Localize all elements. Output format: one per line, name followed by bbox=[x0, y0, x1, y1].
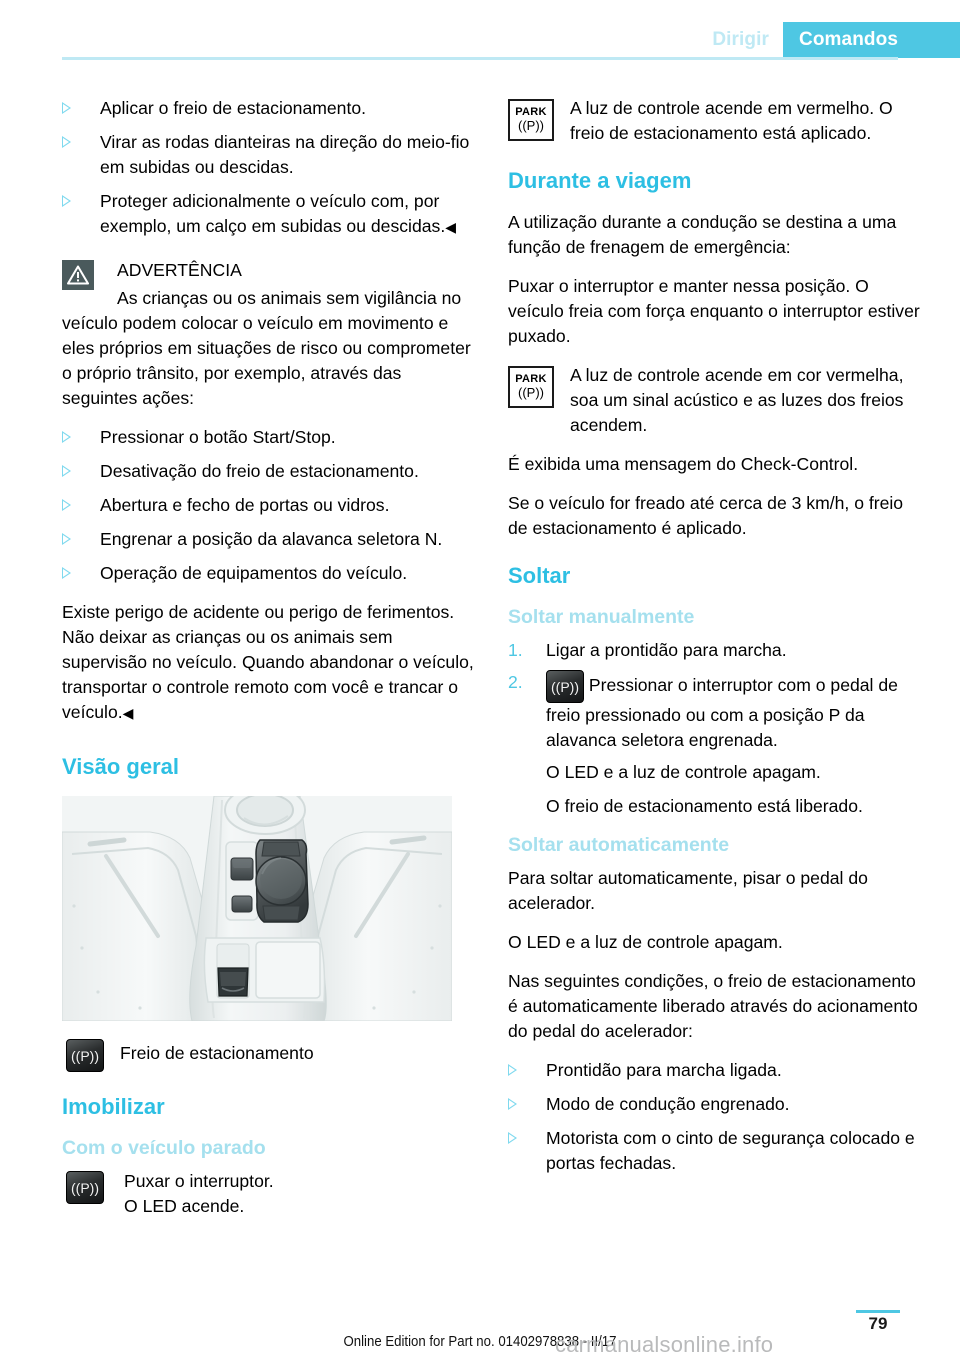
warning-title: ADVERTÊNCIA bbox=[117, 260, 242, 280]
list-item bbox=[508, 1092, 920, 1117]
list-item-text: Virar as rodas dianteiras na direção do meio-fio em subidas ou descidas. bbox=[100, 132, 470, 177]
park-indicator-icon bbox=[508, 366, 554, 408]
heading-durante-a-viagem: Durante a viagem bbox=[508, 168, 692, 193]
list-item bbox=[62, 425, 474, 450]
tab-dirigir[interactable]: Dirigir bbox=[698, 22, 783, 58]
footer-divider bbox=[856, 1310, 900, 1313]
right-column bbox=[508, 96, 920, 1190]
header-tabs bbox=[698, 22, 960, 58]
list-item-text: Modo de condução engrenado. bbox=[546, 1094, 790, 1114]
page-number: 79 bbox=[868, 1314, 888, 1333]
end-marker: ◀ bbox=[445, 219, 456, 235]
park-note-row-2 bbox=[508, 363, 920, 438]
triangle-bullet-icon bbox=[62, 567, 71, 579]
list-item bbox=[508, 1058, 920, 1083]
step-text: Ligar a prontidão para marcha. bbox=[546, 640, 787, 660]
list-item-text: Proteger adicionalmente o veículo com, por exemplo, um calço em subidas ou descidas. bbox=[100, 191, 446, 236]
list-item-text: Motorista com o cinto de segurança colocado e portas fechadas. bbox=[546, 1128, 915, 1173]
soltar-steps bbox=[508, 638, 920, 753]
triangle-bullet-icon bbox=[62, 499, 71, 511]
warning-intro-text: As crianças ou os animais sem vigilância no veículo podem colocar o veículo em movimento e eles próprios em situações de risco ou comprometer o próprio trânsito, por exemplo, através das seguintes ações: bbox=[62, 288, 471, 408]
heading-soltar: Soltar bbox=[508, 563, 571, 588]
header-divider bbox=[62, 57, 898, 60]
parking-brake-symbol: ((P)) bbox=[71, 1179, 99, 1196]
triangle-bullet-icon bbox=[62, 195, 71, 207]
triangle-bullet-icon bbox=[62, 465, 71, 477]
list-item-text: Engrenar a posição da alavanca seletora N. bbox=[100, 529, 443, 549]
parking-brake-icon bbox=[66, 1039, 104, 1072]
warning-block bbox=[62, 258, 474, 411]
list-item-text: Prontidão para marcha ligada. bbox=[546, 1060, 782, 1080]
list-item bbox=[508, 638, 920, 663]
list-item bbox=[62, 561, 474, 586]
list-item-text: Pressionar o botão Start/Stop. bbox=[100, 427, 336, 447]
durante-paragraph-3: É exibida uma mensagem do Check-Control. bbox=[508, 454, 859, 474]
triangle-bullet-icon bbox=[62, 102, 71, 114]
park-icon-symbol: ((P)) bbox=[518, 118, 544, 133]
list-item-text: Desativação do freio de estacionamento. bbox=[100, 461, 419, 481]
list-item bbox=[62, 130, 474, 180]
park-note-1-text: A luz de controle acende em vermelho. O freio de estacionamento está aplicado. bbox=[570, 98, 893, 143]
heading-soltar-manualmente: Soltar manualmente bbox=[508, 606, 695, 628]
parking-brake-symbol: ((P)) bbox=[551, 678, 579, 695]
list-item-text: Abertura e fecho de portas ou vidros. bbox=[100, 495, 390, 515]
tab-comandos[interactable]: Comandos bbox=[783, 22, 960, 58]
triangle-bullet-icon bbox=[62, 431, 71, 443]
warning-outro bbox=[62, 600, 474, 726]
park-icon-label: PARK bbox=[515, 373, 547, 385]
warning-bullet-list bbox=[62, 425, 474, 586]
step-number: 1. bbox=[508, 640, 523, 660]
heading-com-veiculo-parado: Com o veículo parado bbox=[62, 1137, 266, 1159]
auto-bullet-list bbox=[508, 1058, 920, 1176]
list-item bbox=[508, 670, 920, 753]
watermark: carmanualsonline.info bbox=[555, 1332, 774, 1357]
list-item bbox=[62, 189, 474, 240]
warning-outro-text: Existe perigo de acidente ou perigo de ferimentos. Não deixar as crianças ou os animais sem supervisão no veículo. Quando abandonar o veículo, transportar o controle remoto com você e trancar o veículo. bbox=[62, 602, 474, 722]
list-item bbox=[62, 527, 474, 552]
auto-paragraph-2: O LED e a luz de controle apagam. bbox=[508, 932, 783, 952]
triangle-bullet-icon bbox=[508, 1064, 517, 1076]
parking-brake-icon bbox=[546, 670, 584, 703]
end-marker: ◀ bbox=[122, 705, 134, 721]
imobilizar-icon-row bbox=[62, 1169, 474, 1219]
list-item bbox=[62, 493, 474, 518]
triangle-bullet-icon bbox=[62, 533, 71, 545]
step-text: Pressionar o interruptor com o pedal de freio pressionado ou com a posição P da alavanca seletora engrenada. bbox=[546, 675, 898, 750]
imobilizar-line-2: O LED acende. bbox=[124, 1196, 245, 1216]
figure-caption-text: Freio de estacionamento bbox=[120, 1043, 314, 1063]
imobilizar-line-1: Puxar o interruptor. bbox=[124, 1171, 274, 1191]
durante-paragraph-4: Se o veículo for freado até cerca de 3 km/h, o freio de estacionamento é aplicado. bbox=[508, 493, 904, 538]
park-icon-symbol: ((P)) bbox=[518, 385, 544, 400]
durante-paragraph-2: Puxar o interruptor e manter nessa posição. O veículo freia com força enquanto o interruptor estiver puxado. bbox=[508, 276, 920, 346]
list-item-text: Operação de equipamentos do veículo. bbox=[100, 563, 408, 583]
warning-intro bbox=[62, 286, 474, 411]
parking-brake-symbol: ((P)) bbox=[71, 1047, 99, 1064]
warning-triangle-icon bbox=[62, 260, 94, 290]
list-item bbox=[508, 1126, 920, 1176]
triangle-bullet-icon bbox=[508, 1132, 517, 1144]
console-illustration bbox=[62, 796, 452, 1021]
list-item bbox=[62, 459, 474, 484]
auto-paragraph-1: Para soltar automaticamente, pisar o pedal do acelerador. bbox=[508, 868, 868, 913]
triangle-bullet-icon bbox=[508, 1098, 517, 1110]
list-item-text: Aplicar o freio de estacionamento. bbox=[100, 98, 367, 118]
figure-caption-row bbox=[62, 1037, 474, 1066]
top-bullet-list bbox=[62, 96, 474, 240]
parking-brake-icon bbox=[66, 1171, 104, 1204]
left-column bbox=[62, 96, 474, 1233]
step2-extra-2: O freio de estacionamento está liberado. bbox=[546, 796, 863, 816]
park-icon-label: PARK bbox=[515, 106, 547, 118]
list-item bbox=[62, 96, 474, 121]
heading-imobilizar: Imobilizar bbox=[62, 1094, 165, 1119]
heading-soltar-automaticamente: Soltar automaticamente bbox=[508, 834, 730, 856]
auto-paragraph-3: Nas seguintes condições, o freio de estacionamento é automaticamente liberado através do acionamento do pedal do acelerador: bbox=[508, 971, 918, 1041]
park-indicator-icon bbox=[508, 99, 554, 141]
step-number: 2. bbox=[508, 672, 523, 692]
edition-note: Online Edition for Part no. 01402978838 - II/17 bbox=[343, 1333, 617, 1350]
park-note-row-1 bbox=[508, 96, 920, 146]
park-note-2-text: A luz de controle acende em cor vermelha, soa um sinal acústico e as luzes dos freios acendem. bbox=[570, 365, 904, 435]
page-footer bbox=[0, 1296, 960, 1362]
step2-extra-1: O LED e a luz de controle apagam. bbox=[546, 762, 821, 782]
durante-paragraph-1: A utilização durante a condução se destina a uma função de frenagem de emergência: bbox=[508, 212, 897, 257]
heading-visao-geral: Visão geral bbox=[62, 754, 179, 779]
triangle-bullet-icon bbox=[62, 136, 71, 148]
page-header bbox=[0, 0, 960, 62]
